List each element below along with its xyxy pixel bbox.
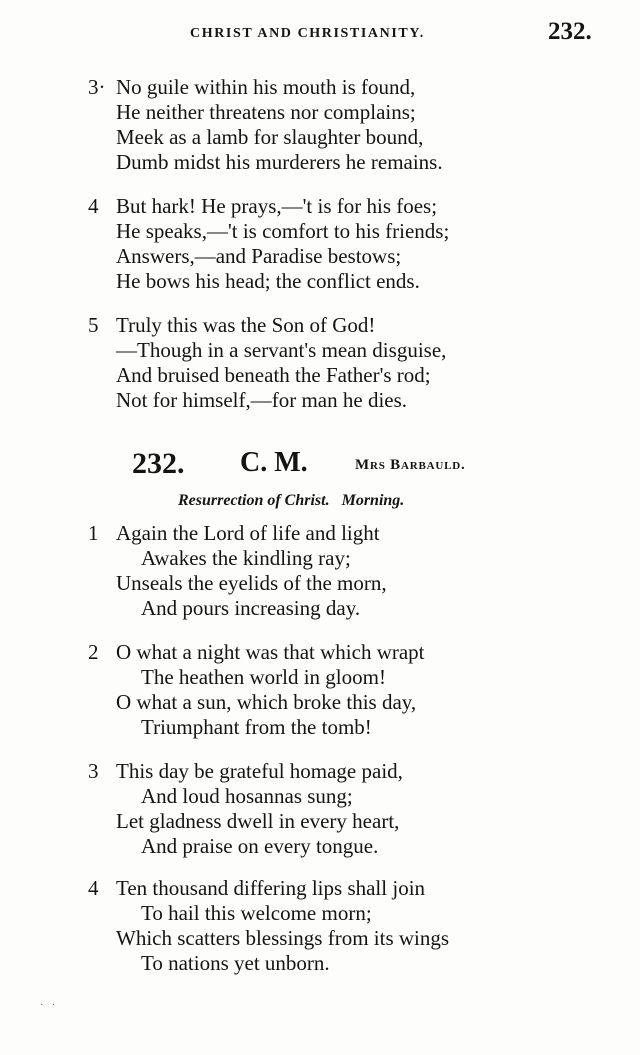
verse-line: Dumb midst his murderers he remains. [116, 150, 443, 174]
verse-line: O what a night was that which wrapt [116, 640, 425, 664]
verse-line: And loud hosannas sung; [141, 784, 353, 808]
verse-line: O what a sun, which broke this day, [116, 690, 417, 714]
verse-line: But hark! He prays,—'t is for his foes; [116, 194, 438, 218]
verse-line: And bruised beneath the Father's rod; [116, 363, 431, 387]
verse-line: Which scatters blessings from its wings [116, 926, 450, 950]
verse-line: To hail this welcome morn; [141, 901, 372, 925]
verse-line: He neither threatens nor complains; [116, 100, 416, 124]
verse-line: Answers,—and Paradise bestows; [116, 244, 402, 268]
verse-line: And praise on every tongue. [141, 834, 379, 858]
hymn-meter: C. M. [240, 447, 308, 478]
verse-line: No guile within his mouth is found, [116, 75, 416, 99]
stanza-number: 5 [88, 313, 99, 337]
stanza-number: 4 [88, 194, 99, 218]
stanza-number: 3 [88, 759, 99, 783]
stanza-number: 3· [88, 75, 106, 99]
stanza-number: 2 [88, 640, 99, 664]
verse-line: Not for himself,—for man he dies. [116, 388, 408, 412]
print-specks: · · [40, 1000, 59, 1011]
page-number: 232. [548, 18, 592, 45]
verse-line: Ten thousand differing lips shall join [116, 876, 426, 900]
verse-line: This day be grateful homage paid, [116, 759, 403, 783]
verse-line: To nations yet unborn. [141, 951, 330, 975]
verse-line: Meek as a lamb for slaughter bound, [116, 125, 424, 149]
stanza-number: 1 [88, 521, 99, 545]
verse-line: Unseals the eyelids of the morn, [116, 571, 387, 595]
running-head: CHRIST AND CHRISTIANITY. [190, 26, 425, 41]
verse-line: And pours increasing day. [141, 596, 361, 620]
stanza-number: 4 [88, 876, 99, 900]
hymn-number: 232. [132, 447, 185, 480]
verse-line: —Though in a servant's mean disguise, [116, 338, 447, 362]
hymn-subtitle: Resurrection of Christ. Morning. [178, 492, 405, 509]
verse-line: The heathen world in gloom! [141, 665, 386, 689]
verse-line: Again the Lord of life and light [116, 521, 380, 545]
verse-line: Awakes the kindling ray; [141, 546, 351, 570]
verse-line: He bows his head; the conflict ends. [116, 269, 420, 293]
verse-line: Let gladness dwell in every heart, [116, 809, 400, 833]
hymn-author: Mrs Barbauld. [355, 457, 466, 473]
verse-line: He speaks,—'t is comfort to his friends; [116, 219, 450, 243]
verse-line: Triumphant from the tomb! [141, 715, 372, 739]
verse-line: Truly this was the Son of God! [116, 313, 376, 337]
